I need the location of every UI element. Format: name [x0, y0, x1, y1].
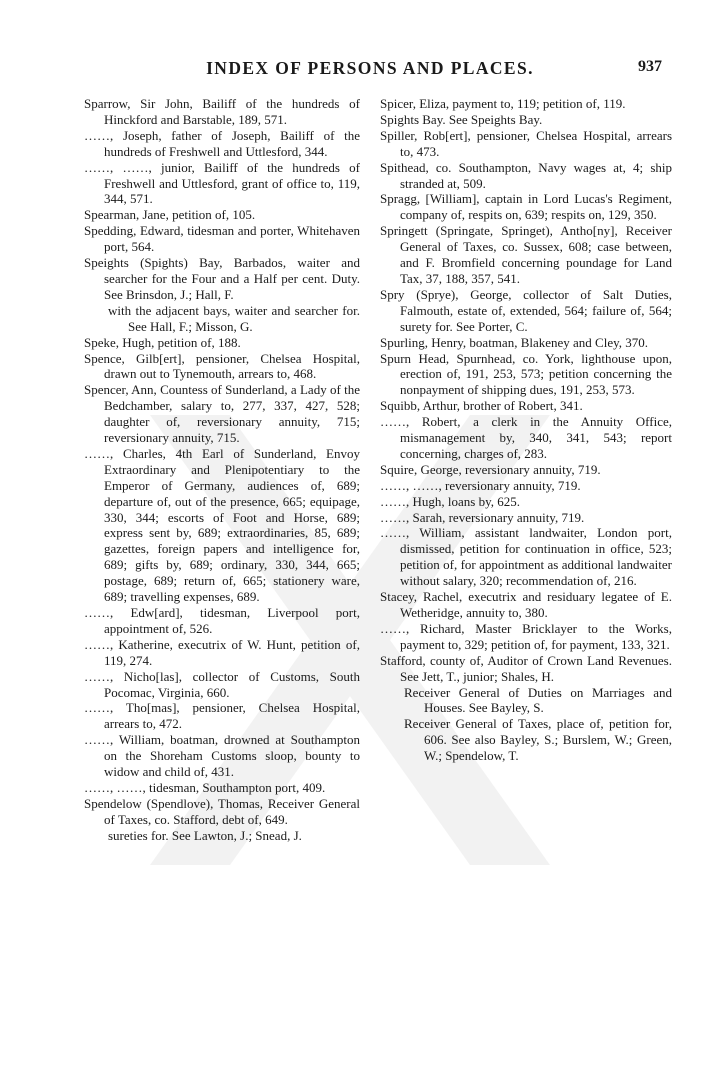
index-entry: Speke, Hugh, petition of, 188. — [84, 334, 241, 350]
index-entry: Spicer, Eliza, payment to, 119; petition of, 119. — [380, 96, 626, 111]
index-entry: ……, Richard, Master Bricklayer to the Works, payment to, 329; petition of, for payment, 133, 321. — [380, 620, 672, 652]
index-entry: Sparrow, Sir John, Bailiff of the hundreds of Hinckford and Barstable, 189, 571. — [84, 96, 360, 127]
index-entry: Spights Bay. See Speights Bay. — [380, 111, 543, 127]
page-header — [80, 58, 660, 82]
index-entry: Spragg, [William], captain in Lord Lucas's Regiment, company of, respits on, 639; respits on, 129, 350. — [380, 191, 672, 223]
index-entry: Receiver General of Taxes, place of, petition for, 606. See also Bayley, S.; Burslem, W.; Green, W.; Spendelow, T. — [404, 716, 672, 764]
index-entry: Stafford, county of, Auditor of Crown Land Revenues. See Jett, T., junior; Shales, H. — [380, 652, 672, 684]
index-entry: ……, Sarah, reversionary annuity, 719. — [380, 509, 585, 525]
index-entry: Spithead, co. Southampton, Navy wages at, 4; ship stranded at, 509. — [380, 159, 672, 191]
index-entry: Springett (Springate, Springet), Antho[ny], Receiver General of Taxes, co. Sussex, 608; case between, and F. Bromfield concerning poundage for Land Tax, 37, 188, 357, 541. — [380, 223, 672, 286]
index-entry: Spence, Gilb[ert], pensioner, Chelsea Hospital, drawn out to Tynemouth, arrears to, 468. — [84, 350, 360, 382]
index-entry: ……, Katherine, executrix of W. Hunt, petition of, 119, 274. — [84, 636, 360, 668]
index-entry: ……, Nicho[las], collector of Customs, South Pocomac, Virginia, 660. — [84, 668, 360, 700]
index-entry: ……, William, boatman, drowned at Southampton on the Shoreham Customs sloop, bounty to widow and child of, 431. — [84, 732, 360, 780]
index-entry: ……, Robert, a clerk in the Annuity Office, mismanagement by, 340, 341, 543; report concerning, charges of, 283. — [380, 414, 672, 461]
index-entry: ……, Edw[ard], tidesman, Liverpool port, appointment of, 526. — [84, 605, 360, 636]
index-entry: Spedding, Edward, tidesman and porter, Whitehaven port, 564. — [84, 223, 360, 255]
index-entry: Speights (Spights) Bay, Barbados, waiter and searcher for the Four and a Half per cent. Duty. See Brinsdon, J.; Hall, F. — [84, 255, 360, 302]
right-index-column — [380, 96, 672, 764]
index-entry: Spendelow (Spendlove), Thomas, Receiver General of Taxes, co. Stafford, debt of, 649. — [84, 795, 360, 827]
page-number: 937 — [638, 58, 662, 75]
index-entry: ……, ……, reversionary annuity, 719. — [380, 477, 581, 493]
index-entry: ……, William, assistant landwaiter, London port, dismissed, petition for continuation in office, 523; petition of, for appointment as additional landwaiter without salary, 320; recommendation of, 216. — [380, 525, 672, 589]
index-entry: Stacey, Rachel, executrix and residuary legatee of E. Wetheridge, annuity to, 380. — [380, 589, 672, 620]
index-entry: Squibb, Arthur, brother of Robert, 341. — [380, 398, 583, 414]
index-entry: ……, Joseph, father of Joseph, Bailiff of the hundreds of Freshwell and Uttlesford, 344. — [84, 127, 360, 159]
index-entry: ……, Hugh, loans by, 625. — [380, 493, 520, 509]
left-index-column — [84, 96, 360, 844]
index-entry: Receiver General of Duties on Marriages and Houses. See Bayley, S. — [404, 684, 672, 716]
index-entry: Spurling, Henry, boatman, Blakeney and Cley, 370. — [380, 334, 649, 350]
index-entry: Squire, George, reversionary annuity, 719. — [380, 461, 601, 477]
index-entry: Spurn Head, Spurnhead, co. York, lighthouse upon, erection of, 191, 253, 573; petition concerning the nonpayment of shipping dues, 191, 253, 573. — [380, 350, 672, 398]
index-entry: ……, Charles, 4th Earl of Sunderland, Envoy Extraordinary and Plenipotentiary to the Emperor of Germany, audiences of, 689; departure of, out of the presence, 665; equipage, 330, 344; escorts of Foot and Horse, 689; express sent by, 689; extraordinaries, 85, 689; gazettes, foreign papers and intelligence for, 689; gifts by, 689; ordinary, 330, 344, 665; postage, 689; return of, 665; stationery ware, 689; travelling expenses, 689. — [84, 445, 360, 605]
index-entry: Spry (Sprye), George, collector of Salt Duties, Falmouth, estate of, extended, 564; failure of, 564; surety for. See Porter, C. — [380, 286, 672, 334]
index-entry: Spencer, Ann, Countess of Sunderland, a Lady of the Bedchamber, salary to, 277, 337, 427, 528; daughter of, reversionary annuity, 715; reversionary annuity, 715. — [84, 382, 360, 446]
page-title: INDEX OF PERSONS AND PLACES. — [206, 58, 534, 78]
index-entry: Spearman, Jane, petition of, 105. — [84, 207, 256, 223]
index-entry: ……, Tho[mas], pensioner, Chelsea Hospital, arrears to, 472. — [84, 700, 360, 732]
index-entry: Spiller, Rob[ert], pensioner, Chelsea Hospital, arrears to, 473. — [380, 127, 672, 159]
index-entry: ……, ……, junior, Bailiff of the hundreds of Freshwell and Uttlesford, grant of office to, 119, 344, 571. — [84, 159, 360, 207]
index-entry: sureties for. See Lawton, J.; Snead, J. — [108, 827, 302, 843]
index-entry: with the adjacent bays, waiter and searcher for. See Hall, F.; Misson, G. — [108, 302, 360, 334]
index-entry: ……, ……, tidesman, Southampton port, 409. — [84, 779, 326, 795]
